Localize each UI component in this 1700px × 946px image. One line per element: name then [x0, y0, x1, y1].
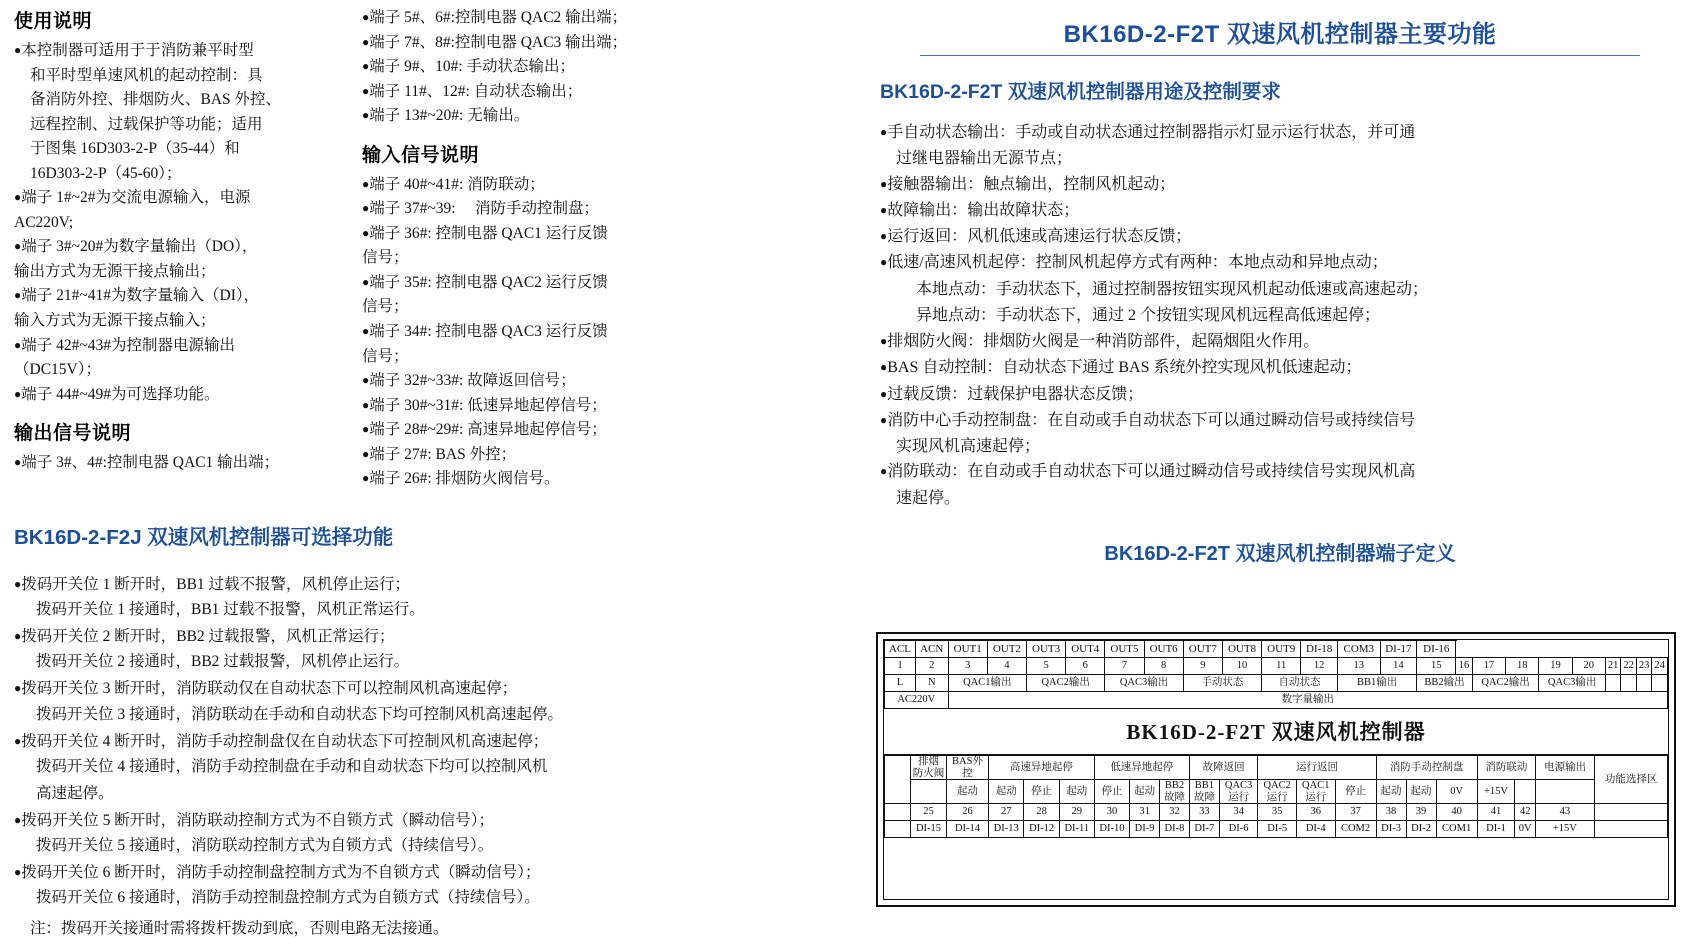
bullet-text: 拨码开关位 4 断开时，消防手动控制盘仅在自动状态下可控制风机高速起停； — [21, 732, 549, 750]
bullet-item — [362, 320, 682, 344]
bullet-item — [14, 624, 714, 649]
optional-function-block — [14, 520, 714, 938]
bullet-dot-icon: ● — [362, 274, 370, 289]
bullet-text: 接触器输出：触点输出，控制风机起动； — [887, 175, 1176, 193]
bullet-text: 端子 1#~2#为交流电源输入，电源 — [21, 189, 251, 207]
table-row-top-power — [885, 692, 1668, 709]
bullet-dot-icon: ● — [14, 812, 22, 827]
cell-terminal-number: 21 — [1605, 658, 1620, 675]
bullet-dot-icon: ● — [880, 202, 888, 217]
bullet-item — [362, 418, 682, 442]
continuation-line: 拨码开关位 1 接通时，BB1 过载不报警，风机正常运行。 — [36, 601, 425, 619]
continuation-line: 备消防外控、排烟防火、BAS 外控、 — [30, 91, 282, 109]
bullet-text: 端子 32#~33#: 故障返回信号； — [369, 372, 576, 390]
cell-out2: OUT2 — [987, 641, 1026, 658]
bullet-dot-icon: ● — [362, 397, 370, 412]
table-row-group-labels — [885, 756, 1668, 780]
heading-purpose: BK16D-2-F2T 双速风机控制器用途及控制要求 — [880, 81, 1281, 103]
continuation-line: 拨码开关位 5 接通时，消防联动控制方式为自锁方式（持续信号）。 — [36, 837, 494, 855]
cell-di18: DI-18 — [1301, 641, 1338, 658]
cell-terminal-number: 40 — [1436, 804, 1477, 821]
continuation-line: 异地点动：手动状态下，通过 2 个按钮实现风机远程高低速起停； — [916, 306, 1381, 324]
bullet-dot-icon: ● — [14, 386, 22, 401]
cell-terminal-number: 3 — [948, 658, 987, 675]
cell-terminal-number: 28 — [1024, 804, 1059, 821]
bullet-dot-icon: ● — [14, 337, 22, 352]
cell-terminal-number: 42 — [1515, 804, 1536, 821]
cell-acl: ACL — [885, 641, 916, 658]
cell-sub-label — [911, 780, 947, 804]
cell-qac3-out-2: QAC3输出 — [1539, 675, 1606, 692]
cell-sub-label: 起动 — [1406, 780, 1436, 804]
cell-sub-label — [1515, 780, 1536, 804]
continuation-line: 信号； — [362, 347, 409, 365]
cell-out9: OUT9 — [1262, 641, 1301, 658]
bullet-item — [14, 284, 344, 308]
cell-di-label: DI-3 — [1376, 821, 1406, 838]
heading-terminal-definition: BK16D-2-F2T 双速风机控制器端子定义 — [1104, 542, 1456, 565]
cell-group-low-remote: 低速异地起停 — [1094, 756, 1189, 780]
cell-blank-a — [1605, 675, 1620, 692]
continuation-line: 16D303-2-P（45-60）； — [30, 164, 182, 182]
bullet-text: 拨码开关位 2 断开时，BB2 过载报警，风机正常运行； — [21, 628, 395, 646]
cell-group-high-remote: 高速异地起停 — [989, 756, 1095, 780]
cell-terminal-number: 22 — [1621, 658, 1636, 675]
cell-di-label: DI-1 — [1477, 821, 1515, 838]
cell-group-run-return: 运行返回 — [1258, 756, 1376, 780]
bullet-text: 拨码开关位 6 断开时，消防手动控制盘控制方式为不自锁方式（瞬动信号）； — [21, 864, 541, 882]
cell-terminal-number: 8 — [1144, 658, 1183, 675]
input-item-list — [362, 173, 682, 491]
cell-sub-label: BB2 故障 — [1160, 780, 1190, 804]
cell-blank — [1594, 821, 1667, 838]
title-divider — [920, 55, 1640, 56]
cell-sub-label: QAC3 运行 — [1219, 780, 1258, 804]
cell-sub-label: QAC1 运行 — [1296, 780, 1335, 804]
bullet-item — [14, 39, 344, 63]
cell-terminal-number: 33 — [1189, 804, 1219, 821]
bullet-text: 端子 36#: 控制电器 QAC1 运行反馈 — [369, 224, 608, 242]
cell-terminal-number: 35 — [1258, 804, 1297, 821]
bullet-item — [880, 459, 1680, 484]
bullet-dot-icon: ● — [14, 629, 22, 644]
bullet-dot-icon: ● — [14, 577, 22, 591]
cell-di17: DI-17 — [1380, 641, 1417, 658]
bullet-text: 排烟防火阀：排烟防火阀是一种消防部件，起隔烟阻火作用。 — [887, 333, 1320, 351]
bullet-item — [880, 382, 1680, 407]
cell-terminal-number: 5 — [1026, 658, 1065, 675]
cell-di-label: DI-15 — [911, 821, 947, 838]
cell-bb1-out: BB1输出 — [1338, 675, 1417, 692]
table-row-bottom-numbers — [885, 804, 1668, 821]
bullet-dot-icon: ● — [362, 34, 370, 49]
cell-com3: COM3 — [1338, 641, 1381, 658]
bullet-item — [362, 80, 682, 104]
continuation-line: 高速起停。 — [36, 784, 114, 802]
bullet-item — [14, 186, 344, 210]
bullet-text: 端子 26#: 排烟防火阀信号。 — [369, 470, 560, 488]
cell-di-label: +15V — [1536, 821, 1594, 838]
cell-terminal-number: 6 — [1066, 658, 1105, 675]
cell-terminal-number: 31 — [1130, 804, 1160, 821]
table-row-sub-labels — [885, 780, 1668, 804]
cell-di-label: 0V — [1515, 821, 1536, 838]
bullet-dot-icon: ● — [362, 201, 370, 216]
continuation-line: 输入方式为无源干接点输入； — [14, 312, 216, 330]
cell-di-label: DI-2 — [1406, 821, 1436, 838]
bullet-text: 消防联动：在自动或手自动状态下可以通过瞬动信号或持续信号实现风机高 — [887, 463, 1416, 481]
cell-terminal-number: 4 — [987, 658, 1026, 675]
continuation-line: 和平时型单速风机的起动控制：具 — [30, 66, 263, 84]
cell-di-label: COM1 — [1436, 821, 1477, 838]
bullet-text: 拨码开关位 3 断开时，消防联动仅在自动状态下可以控制风机高速起停； — [21, 680, 518, 698]
usage-item-list — [14, 39, 344, 406]
continuation-line: 信号； — [362, 249, 409, 267]
bullet-text: 端子 37#~39: 消防手动控制盘； — [369, 200, 599, 218]
cell-sub-label: 起动 — [989, 780, 1024, 804]
cell-terminal-number: 11 — [1262, 658, 1301, 675]
cell-sub-label: QAC2 运行 — [1258, 780, 1297, 804]
bullet-dot-icon: ● — [880, 360, 888, 375]
bullet-dot-icon: ● — [362, 83, 370, 98]
bullet-text: 端子 28#~29#: 高速异地起停信号； — [369, 421, 607, 439]
cell-qac2-out: QAC2输出 — [1026, 675, 1104, 692]
bullet-dot-icon: ● — [362, 108, 370, 123]
bullet-item — [880, 408, 1680, 433]
right-item-list — [880, 120, 1680, 511]
cell-terminal-number: 26 — [947, 804, 989, 821]
bullet-text: 端子 3#~20#为数字量输出（DO）， — [21, 238, 258, 256]
cell-terminal-number: 19 — [1539, 658, 1572, 675]
continuation-line: 远程控制、过载保护等功能；适用 — [30, 115, 263, 133]
cell-out8: OUT8 — [1222, 641, 1261, 658]
cell-out4: OUT4 — [1066, 641, 1105, 658]
cell-manual-state: 手动状态 — [1183, 675, 1261, 692]
cell-terminal-number: 17 — [1472, 658, 1505, 675]
bullet-dot-icon: ● — [880, 125, 888, 139]
terminal-diagram — [876, 632, 1676, 907]
terminal-table-bottom — [884, 755, 1668, 838]
bullet-dot-icon: ● — [362, 422, 370, 437]
optional-note: 注：拨码开关接通时需将拨杆拨动到底，否则电路无法接通。 — [30, 920, 449, 938]
continuation-line: 输出方式为无源干接点输出； — [14, 262, 216, 280]
cell-terminal-number: 14 — [1380, 658, 1417, 675]
bullet-item — [880, 250, 1680, 275]
cell-terminal-number: 20 — [1572, 658, 1605, 675]
bullet-item — [880, 224, 1680, 249]
heading-usage: 使用说明 — [14, 11, 93, 32]
bullet-dot-icon: ● — [880, 464, 888, 479]
bullet-item — [14, 808, 714, 833]
bullet-text: 故障输出：输出故障状态； — [887, 201, 1080, 219]
cell-out7: OUT7 — [1183, 641, 1222, 658]
cell-terminal-number: 13 — [1338, 658, 1381, 675]
bullet-text: 运行返回：风机低速或高速运行状态反馈； — [887, 228, 1192, 246]
bullet-item — [14, 235, 344, 259]
bullet-dot-icon: ● — [362, 471, 370, 486]
bullet-dot-icon: ● — [362, 59, 370, 74]
table-row-top-numbers — [885, 658, 1668, 675]
cell-terminal-number: 1 — [885, 658, 916, 675]
continuation-line: 拨码开关位 4 接通时，消防手动控制盘在手动和自动状态下均可以控制风机 — [36, 757, 548, 775]
cell-terminal-number: 41 — [1477, 804, 1515, 821]
bullet-dot-icon: ● — [880, 176, 888, 191]
cell-blank — [885, 804, 911, 821]
cell-qac3-out: QAC3输出 — [1105, 675, 1183, 692]
cell-di-label: DI-4 — [1296, 821, 1335, 838]
continuation-line: 信号； — [362, 298, 409, 316]
cell-out3: OUT3 — [1026, 641, 1065, 658]
cell-bb2-out: BB2输出 — [1417, 675, 1473, 692]
bullet-text: 拨码开关位 5 断开时，消防联动控制方式为不自锁方式（瞬动信号）； — [21, 811, 495, 829]
cell-terminal-number: 34 — [1219, 804, 1258, 821]
bullet-dot-icon: ● — [14, 288, 22, 303]
cell-terminal-number: 24 — [1652, 658, 1668, 675]
bullet-item — [362, 394, 682, 418]
cell-di-label: DI-7 — [1189, 821, 1219, 838]
cell-acn: ACN — [915, 641, 948, 658]
cell-n: N — [915, 675, 948, 692]
cell-di-label: DI-13 — [989, 821, 1024, 838]
cell-digital-output: 数字量输出 — [948, 692, 1667, 709]
bullet-text: BAS 自动控制：自动状态下通过 BAS 系统外控实现风机低速起动； — [887, 359, 1362, 377]
bullet-item — [880, 329, 1680, 354]
continuation-line: 本地点动：手动状态下，通过控制器按钮实现风机起动低速或高速起动； — [916, 280, 1429, 298]
continuation-line: 实现风机高速起停； — [896, 438, 1041, 456]
continuation-line: 速起停。 — [896, 489, 961, 507]
bullet-item — [14, 334, 344, 358]
heading-input-signal: 输入信号说明 — [362, 144, 480, 166]
bullet-text: 端子 5#、6#:控制电器 QAC2 输出端； — [369, 9, 628, 26]
cell-terminal-number: 37 — [1335, 804, 1376, 821]
cell-di-label: DI-14 — [947, 821, 989, 838]
output-item-list — [14, 451, 344, 475]
bullet-item — [880, 198, 1680, 223]
cell-group-fault-return: 故障返回 — [1189, 756, 1257, 780]
cell-group-power-out: 电源输出 — [1536, 756, 1595, 780]
heading-output-signal: 输出信号说明 — [14, 423, 132, 445]
bullet-item — [362, 173, 682, 197]
table-row-di-labels — [885, 821, 1668, 838]
bullet-item — [880, 172, 1680, 197]
output-cont-list — [362, 6, 682, 128]
cell-terminal-number: 32 — [1160, 804, 1190, 821]
bullet-dot-icon: ● — [362, 10, 370, 24]
bullet-text: 端子 9#、10#: 手动状态输出； — [369, 58, 576, 76]
bullet-dot-icon: ● — [880, 334, 888, 349]
continuation-line: 于图集 16D303-2-P（35-44）和 — [30, 140, 240, 158]
bullet-text: 过载反馈：过载保护电器状态反馈； — [887, 385, 1144, 403]
bullet-item — [362, 271, 682, 295]
cell-blank — [885, 821, 911, 838]
bullet-dot-icon: ● — [880, 255, 888, 270]
cell-qac1-out: QAC1输出 — [948, 675, 1026, 692]
column-usage — [14, 6, 344, 492]
cell-terminal-number: 23 — [1636, 658, 1651, 675]
bullet-text: 端子 30#~31#: 低速异地起停信号； — [369, 396, 607, 414]
bullet-dot-icon: ● — [14, 733, 22, 748]
cell-out6: OUT6 — [1144, 641, 1183, 658]
bullet-text: 端子 27#: BAS 外控； — [369, 445, 517, 463]
bullet-item — [362, 197, 682, 221]
heading-optional-functions: BK16D-2-F2J 双速风机控制器可选择功能 — [14, 526, 394, 549]
bullet-item — [14, 676, 714, 701]
cell-sub-label: 停止 — [1335, 780, 1376, 804]
optional-item-list — [14, 572, 714, 910]
bullet-text: 端子 34#: 控制电器 QAC3 运行反馈 — [369, 323, 608, 341]
bullet-dot-icon: ● — [14, 239, 22, 254]
bullet-item — [14, 729, 714, 754]
cell-sub-label: BB1 故障 — [1189, 780, 1219, 804]
cell-terminal-number: 15 — [1417, 658, 1456, 675]
continuation-line: 过继电器输出无源节点； — [896, 150, 1073, 168]
bullet-item — [362, 55, 682, 79]
cell-sub-label: 起动 — [1059, 780, 1094, 804]
cell-sub-label: 起动 — [1130, 780, 1160, 804]
bullet-text: 端子 35#: 控制电器 QAC2 运行反馈 — [369, 273, 608, 291]
cell-group-fire-link: 消防联动 — [1477, 756, 1535, 780]
bullet-dot-icon: ● — [362, 373, 370, 388]
bullet-text: 本控制器可适用于于消防兼平时型 — [21, 42, 254, 59]
cell-qac2-out-2: QAC2输出 — [1472, 675, 1539, 692]
cell-blank-d — [1652, 675, 1668, 692]
cell-di-label: DI-8 — [1160, 821, 1190, 838]
left-column-group — [14, 6, 694, 492]
bullet-item — [362, 104, 682, 128]
cell-terminal-number: 36 — [1296, 804, 1335, 821]
bullet-text: 端子 42#~43#为控制器电源输出 — [21, 336, 236, 354]
table-row-top-function — [885, 675, 1668, 692]
bullet-text: 端子 44#~49#为可选择功能。 — [21, 385, 220, 403]
cell-blank-b — [1621, 675, 1636, 692]
cell-di-label: DI-6 — [1219, 821, 1258, 838]
bullet-item — [880, 120, 1680, 145]
cell-group-bas: BAS外控 — [947, 756, 989, 780]
bullet-text: 端子 11#、12#: 自动状态输出； — [369, 82, 583, 100]
cell-terminal-number: 38 — [1376, 804, 1406, 821]
bullet-text: 手自动状态输出：手动或自动状态通过控制器指示灯显示运行状态，并可通 — [887, 124, 1416, 141]
cell-terminal-number: 25 — [911, 804, 947, 821]
bullet-dot-icon: ● — [14, 455, 22, 470]
cell-di16: DI-16 — [1417, 641, 1456, 658]
cell-ac220v: AC220V — [885, 692, 949, 709]
bullet-item — [362, 31, 682, 55]
bullet-item — [14, 860, 714, 885]
bullet-dot-icon: ● — [880, 412, 888, 427]
bullet-text: 端子 13#~20#: 无输出。 — [369, 107, 530, 125]
bullet-item — [362, 443, 682, 467]
cell-terminal-number: 43 — [1536, 804, 1594, 821]
bullet-text: 拨码开关位 1 断开时，BB1 过载不报警，风机停止运行； — [21, 576, 411, 593]
cell-terminal-number: 39 — [1406, 804, 1436, 821]
cell-terminal-number: 30 — [1094, 804, 1129, 821]
bullet-dot-icon: ● — [14, 190, 22, 205]
cell-group-fire-panel: 消防手动控制盘 — [1376, 756, 1477, 780]
cell-di-label: DI-9 — [1130, 821, 1160, 838]
bullet-text: 端子 3#、4#:控制电器 QAC1 输出端； — [21, 454, 280, 472]
continuation-line: 拨码开关位 3 接通时，消防联动在手动和自动状态下均可控制风机高速起停。 — [36, 705, 564, 723]
product-brand-name: BK16D-2-F2T 双速风机控制器 — [884, 709, 1668, 755]
cell-l: L — [885, 675, 916, 692]
cell-terminal-number: 27 — [989, 804, 1024, 821]
bullet-dot-icon: ● — [362, 446, 370, 461]
bullet-item — [362, 6, 682, 30]
cell-terminal-number: 18 — [1506, 658, 1539, 675]
cell-blank-c — [1636, 675, 1651, 692]
cell-terminal-number: 2 — [915, 658, 948, 675]
cell-out5: OUT5 — [1105, 641, 1144, 658]
cell-sub-label: 起动 — [1376, 780, 1406, 804]
cell-out1: OUT1 — [948, 641, 987, 658]
bullet-text: 端子 7#、8#:控制电器 QAC3 输出端； — [369, 33, 628, 51]
page-title: BK16D-2-F2T 双速风机控制器主要功能 — [1063, 21, 1497, 48]
table-row-out-labels — [885, 641, 1668, 658]
bullet-text: 消防中心手动控制盘：在自动或手自动状态下可以通过瞬动信号或持续信号 — [887, 411, 1416, 429]
cell-terminal-number: 9 — [1183, 658, 1222, 675]
cell-terminal-number: 7 — [1105, 658, 1144, 675]
cell-terminal-number: 10 — [1222, 658, 1261, 675]
continuation-line: 拨码开关位 6 接通时，消防手动控制盘控制方式为自锁方式（持续信号）。 — [36, 889, 540, 907]
bullet-item — [14, 451, 344, 475]
bullet-item — [362, 467, 682, 491]
cell-sub-label: +15V — [1477, 780, 1515, 804]
cell-sub-label: 0V — [1436, 780, 1477, 804]
bullet-item — [14, 572, 714, 597]
cell-terminal-number: 16 — [1456, 658, 1472, 675]
bullet-dot-icon: ● — [880, 229, 888, 244]
bullet-dot-icon: ● — [362, 176, 370, 191]
bullet-dot-icon: ● — [362, 225, 370, 240]
bullet-dot-icon: ● — [880, 386, 888, 401]
bullet-dot-icon: ● — [362, 324, 370, 339]
cell-di-label: DI-11 — [1059, 821, 1094, 838]
cell-di-label: COM2 — [1335, 821, 1376, 838]
continuation-line: 拨码开关位 2 接通时，BB2 过载报警，风机停止运行。 — [36, 653, 410, 671]
cell-terminal-number: 29 — [1059, 804, 1094, 821]
cell-blank — [1594, 804, 1667, 821]
bullet-item — [362, 369, 682, 393]
cell-auto-state: 自动状态 — [1262, 675, 1338, 692]
bullet-dot-icon: ● — [14, 865, 22, 880]
cell-sub-label: 起动 — [947, 780, 989, 804]
bullet-text: 端子 40#~41#: 消防联动； — [369, 175, 545, 193]
cell-group-smoke-valve: 排烟 防火阀 — [911, 756, 947, 780]
continuation-line: AC220V; — [14, 213, 74, 231]
bullet-item — [362, 222, 682, 246]
column-signals — [362, 6, 682, 492]
cell-sub-label: 停止 — [1094, 780, 1129, 804]
cell-di-label: DI-12 — [1024, 821, 1059, 838]
bullet-item — [880, 355, 1680, 380]
bullet-dot-icon: ● — [14, 681, 22, 696]
bullet-item — [14, 383, 344, 407]
bullet-text: 低速/高速风机起停：控制风机起停方式有两种：本地点动和异地点动； — [887, 254, 1388, 272]
terminal-table-top — [884, 640, 1668, 709]
cell-di-label: DI-10 — [1094, 821, 1129, 838]
bullet-text: 端子 21#~41#为数字量输入（DI）， — [21, 287, 260, 305]
cell-terminal-number: 12 — [1301, 658, 1338, 675]
right-column-group — [880, 6, 1680, 580]
cell-di-label: DI-5 — [1258, 821, 1297, 838]
bullet-dot-icon: ● — [14, 43, 22, 57]
continuation-line: （DC15V）； — [14, 361, 101, 379]
cell-group-function-area: 功能选择区 — [1595, 756, 1668, 804]
cell-sub-label: 停止 — [1024, 780, 1059, 804]
